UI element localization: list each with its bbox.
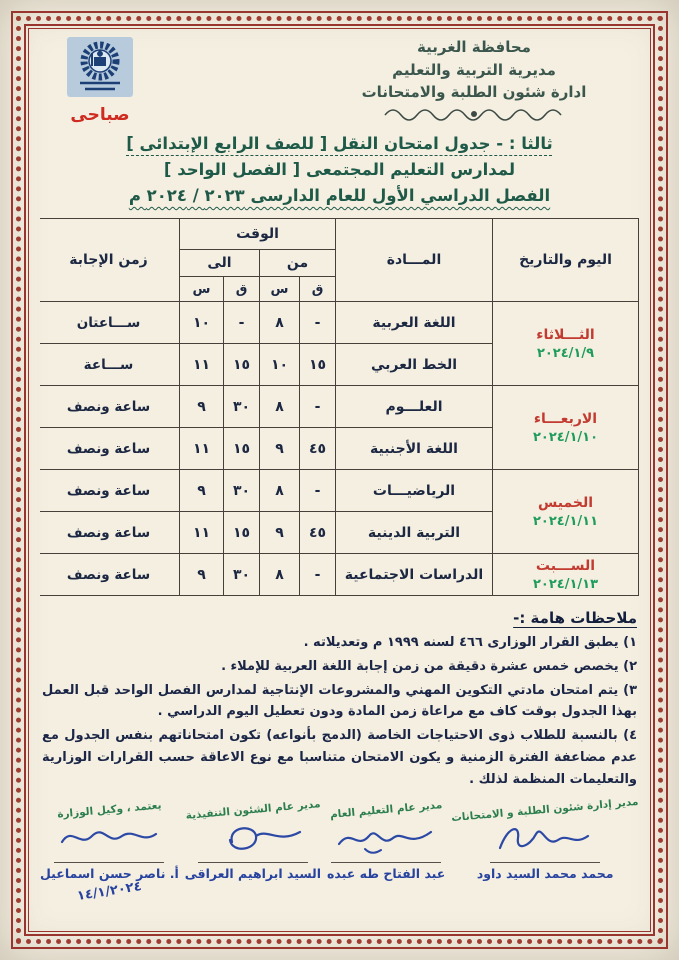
day-name: الثـــلاثاء (536, 326, 595, 343)
exam-schedule-table (40, 218, 639, 596)
duration-cell: ساعة ونصف (40, 470, 179, 512)
from-minute-cell: ٤٥ (300, 512, 336, 554)
day-cell (493, 554, 639, 596)
day-date: ٢٠٢٤/١/٩ (536, 345, 595, 361)
signature-block-undersecretary-approval (40, 799, 179, 904)
col-header-time: الوقت (179, 219, 335, 250)
org-administration: ادارة شئون الطلبة والامتحانات (361, 83, 587, 101)
to-hour-cell: ١١ (179, 428, 223, 470)
signature-scribble-icon (198, 818, 308, 863)
signature-title: مدير عام التعليم العام (329, 798, 443, 821)
from-hour-cell: ٨ (260, 386, 300, 428)
organization-header (309, 36, 639, 127)
subject-cell: الدراسات الاجتماعية (336, 554, 493, 596)
signature-scribble-icon (54, 818, 164, 863)
day-cell (493, 302, 639, 386)
to-minute-cell: ٣٠ (224, 554, 260, 596)
subject-cell: التربية الدينية (336, 512, 493, 554)
to-hour-cell: ٩ (179, 386, 223, 428)
signature-block-general-education-director (327, 798, 446, 881)
day-cell (493, 470, 639, 554)
table-row (40, 386, 639, 428)
note-item: ٣) يتم امتحان مادتي التكوين المهني والمشروعات الإنتاجية لمدارس الفصل الواحد قبل العمل بهذا الجدول بوقت كاف مع مراعاة زمن المادة ودون تعطيل اليوم الدراسي . (42, 682, 637, 720)
signature-name: السيد ابراهيم العراقى (184, 865, 322, 881)
note-item: ٤) بالنسبة للطلاب ذوى الاحتياجات الخاصة (الدمج بأنواعه) تكون امتحاناتهم بنفس الجدول مع عدم مضاعفة الفترة الزمنية و يكون الامتحان متناسبا مع نوع الاعاقة حسب القرارات الوزارية والتعليمات المنظمة لذلك . (42, 728, 637, 787)
exam-schedule-title-text: ثالثا : - جدول امتحان النقل [ للصف الرابع الإبتدائى ] (126, 134, 553, 153)
table-header-row (40, 219, 639, 250)
subject-cell: الخط العربي (336, 344, 493, 386)
signature-block-executive-affairs-director (184, 797, 322, 881)
important-notes-section (42, 608, 637, 791)
signature-scribble-icon (490, 818, 600, 863)
col-header-day-date: اليوم والتاريخ (493, 219, 639, 302)
to-hour-cell: ٩ (179, 470, 223, 512)
exam-schedule-title (40, 134, 639, 153)
day-name: الاربعـــاء (533, 410, 598, 427)
signature-title: يعتمد ، وكيل الوزارة (56, 799, 162, 821)
subject-cell: العلـــوم (336, 386, 493, 428)
col-header-to: الى (179, 250, 259, 277)
to-hour-cell: ١٠ (179, 302, 223, 344)
session-morning-label: صباحى (70, 105, 130, 125)
duration-cell: ساعة ونصف (40, 386, 179, 428)
to-minute-cell: ٣٠ (224, 386, 260, 428)
col-header-from-minute: ق (300, 277, 336, 302)
org-governorate: محافظة الغربية (417, 38, 531, 56)
to-minute-cell: ١٥ (224, 428, 260, 470)
col-header-duration: زمن الإجابة (40, 219, 179, 302)
signature-scribble-icon (331, 818, 441, 863)
from-hour-cell: ٩ (260, 428, 300, 470)
duration-cell: ساعة ونصف (40, 554, 179, 596)
page-content (40, 36, 639, 930)
from-minute-cell: - (300, 554, 336, 596)
duration-cell: ســـاعة (40, 344, 179, 386)
from-minute-cell: - (300, 302, 336, 344)
signature-name: أ. ناصر حسن اسماعيل (40, 865, 179, 881)
page-header (40, 36, 639, 127)
signatures-section (40, 795, 639, 904)
duration-cell: ساعة ونصف (40, 428, 179, 470)
from-hour-cell: ٨ (260, 302, 300, 344)
day-name: الخميس (537, 494, 594, 511)
to-minute-cell: ٣٠ (224, 470, 260, 512)
day-date: ٢٠٢٤/١/١٣ (532, 576, 599, 592)
from-minute-cell: - (300, 470, 336, 512)
academic-term-subtitle-text: الفصل الدراسي الأول للعام الدارسى ٢٠٢٣ / ٢٠٢٤ م (128, 186, 551, 205)
col-header-from: من (260, 250, 336, 277)
day-cell (493, 386, 639, 470)
to-minute-cell: - (224, 302, 260, 344)
gear-mosque-emblem-icon (66, 36, 134, 98)
to-minute-cell: ١٥ (224, 512, 260, 554)
from-minute-cell: ٤٥ (300, 428, 336, 470)
table-row (40, 302, 639, 344)
signature-name: محمد محمد السيد داود (476, 865, 614, 881)
to-hour-cell: ١١ (179, 512, 223, 554)
from-hour-cell: ١٠ (260, 344, 300, 386)
logo-column (40, 36, 156, 125)
col-header-to-hour: س (179, 277, 223, 302)
from-minute-cell: ١٥ (300, 344, 336, 386)
school-type-subtitle-text: لمدارس التعليم المجتمعى [ الفصل الواحد ] (163, 160, 516, 179)
academic-term-subtitle (40, 186, 639, 205)
signature-date: ١٤/١/٢٠٢٤ (76, 878, 143, 904)
day-name: الســـبت (535, 557, 596, 574)
day-date: ٢٠٢٤/١/١٠ (532, 429, 599, 445)
to-minute-cell: ١٥ (224, 344, 260, 386)
signature-title: مدير إدارة شئون الطلبة و الامتحانات (451, 795, 639, 824)
note-item: ١) يطبق القرار الوزارى ٤٦٦ لسنه ١٩٩٩ م وتعديلاته . (303, 635, 637, 650)
col-header-from-hour: س (260, 277, 300, 302)
subject-cell: اللغة العربية (336, 302, 493, 344)
notes-title: ملاحظات هامة :- (513, 609, 637, 627)
from-hour-cell: ٨ (260, 554, 300, 596)
col-header-to-minute: ق (224, 277, 260, 302)
document-titles (40, 134, 639, 205)
col-header-subject: المـــادة (336, 219, 493, 302)
to-hour-cell: ٩ (179, 554, 223, 596)
note-item: ٢) يخصص خمس عشرة دقيقة من زمن إجابة اللغة العربية للإملاء . (221, 658, 637, 674)
signature-title: مدير عام الشئون التنفيذية (185, 797, 321, 822)
day-date: ٢٠٢٤/١/١١ (532, 513, 599, 529)
to-hour-cell: ١١ (179, 344, 223, 386)
signature-name: عبد الفتاح طه عبده (327, 865, 446, 881)
org-directorate: مديرية التربية والتعليم (392, 60, 556, 79)
school-type-subtitle (40, 160, 639, 179)
signature-block-exams-director (451, 795, 639, 881)
from-hour-cell: ٩ (260, 512, 300, 554)
duration-cell: ساعة ونصف (40, 512, 179, 554)
duration-cell: ســـاعتان (40, 302, 179, 344)
subject-cell: اللغة الأجنبية (336, 428, 493, 470)
from-minute-cell: - (300, 386, 336, 428)
from-hour-cell: ٨ (260, 470, 300, 512)
subject-cell: الرياضيـــات (336, 470, 493, 512)
table-row (40, 554, 639, 596)
table-row (40, 470, 639, 512)
calligraphic-flourish-icon (309, 105, 639, 128)
